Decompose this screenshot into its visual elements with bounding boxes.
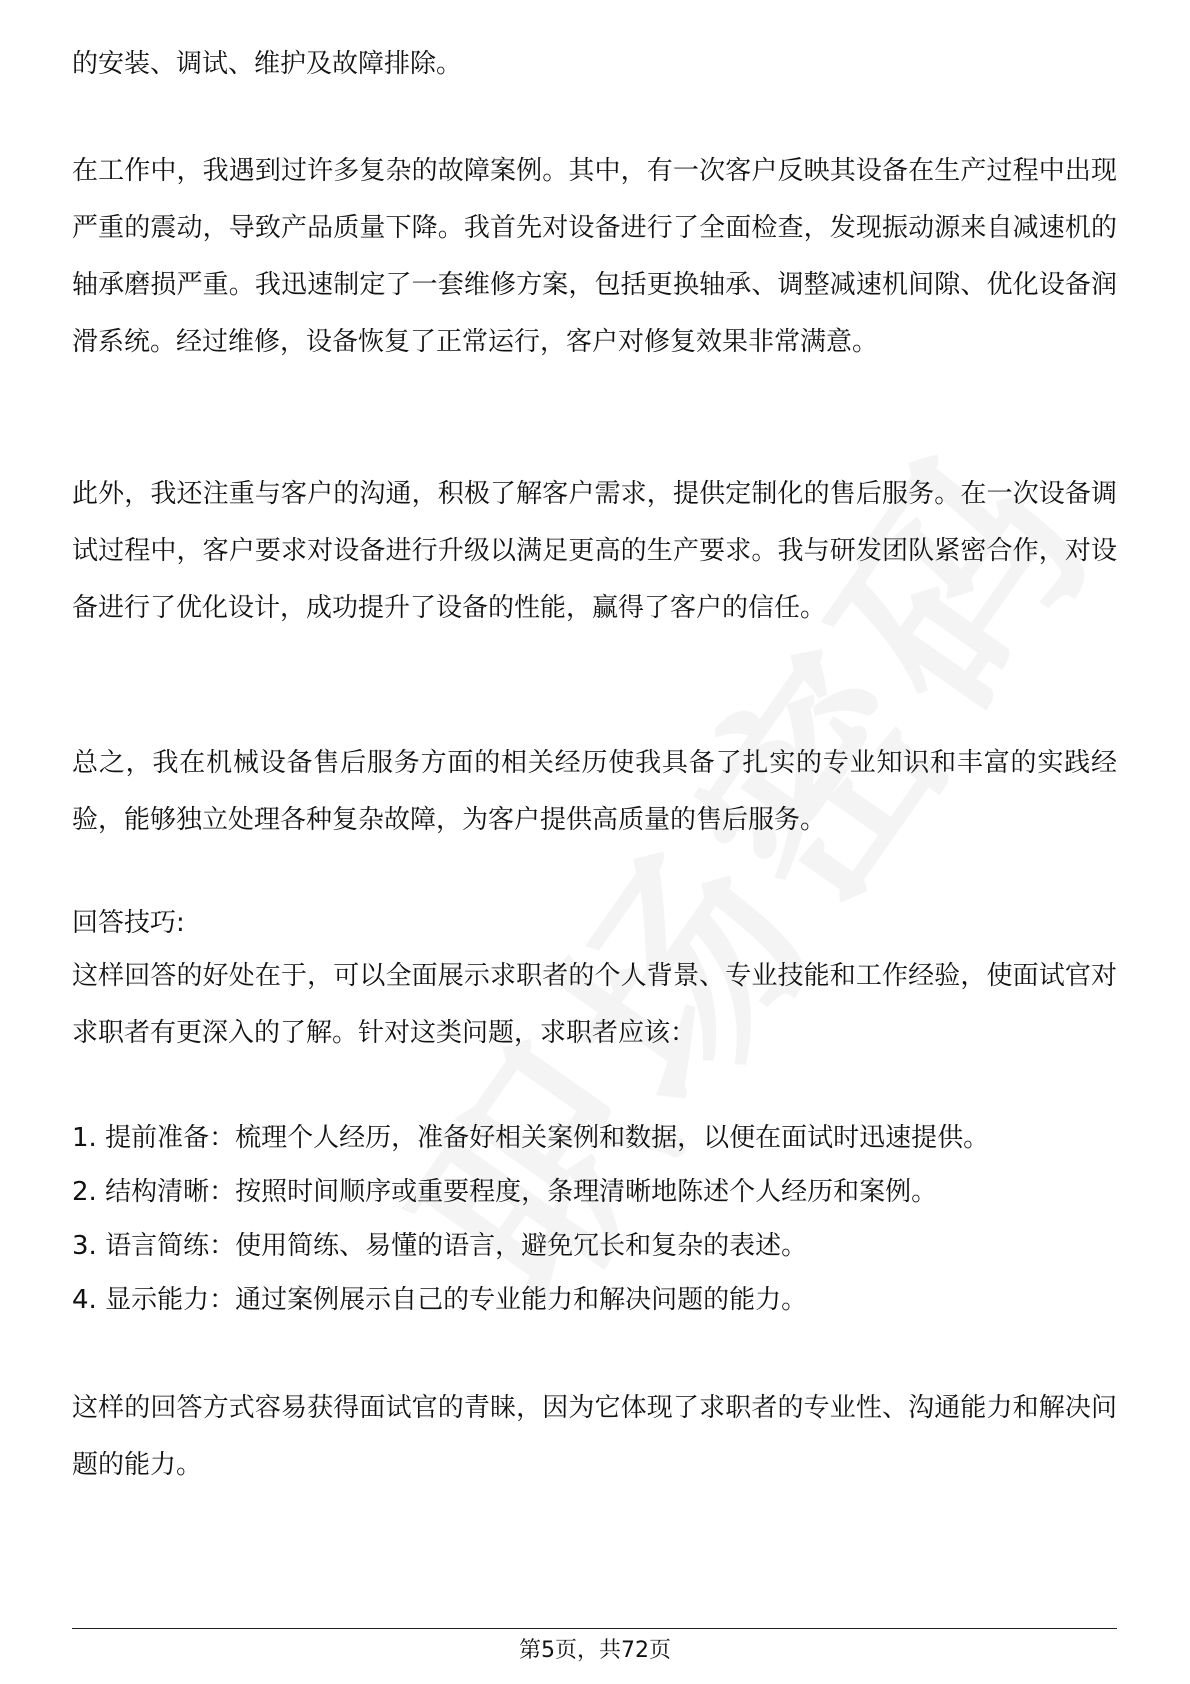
tips-heading: 回答技巧: — [72, 908, 185, 938]
paragraph-fault-case: 在工作中，我遇到过许多复杂的故障案例。其中，有一次客户反映其设备在生产过程中出现严重的震动，导致产品质量下降。我首先对设备进行了全面检查，发现振动源来自减速机的轴承磨损严重。我迅速制定了一套维修方案，包括更换轴承、调整减速机间隙、优化设备润滑系统。经过维修，设备恢复了正常运行，客户对修复效果非常满意。 — [72, 156, 1117, 357]
closing-paragraph: 这样的回答方式容易获得面试官的青睐，因为它体现了求职者的专业性、沟通能力和解决问题的能力。 — [72, 1393, 1117, 1480]
footer-divider — [72, 1628, 1117, 1629]
page-number: 第5页，共72页 — [519, 1638, 671, 1663]
paragraph-summary: 总之，我在机械设备售后服务方面的相关经历使我具备了扎实的专业知识和丰富的实践经验，能够独立处理各种复杂故障，为客户提供高质量的售后服务。 — [72, 748, 1117, 835]
paragraph-customer-communication: 此外，我还注重与客户的沟通，积极了解客户需求，提供定制化的售后服务。在一次设备调试过程中，客户要求对设备进行升级以满足更高的生产要求。我与研发团队紧密合作，对设备进行了优化设计，成功提升了设备的性能，赢得了客户的信任。 — [72, 479, 1117, 623]
paragraph-continuation: 的安装、调试、维护及故障排除。 — [72, 49, 463, 79]
tip-item-4: 4. 显示能力：通过案例展示自己的专业能力和解决问题的能力。 — [72, 1285, 808, 1315]
tip-item-2: 2. 结构清晰：按照时间顺序或重要程度，条理清晰地陈述个人经历和案例。 — [72, 1177, 938, 1207]
tip-item-1: 1. 提前准备：梳理个人经历，准备好相关案例和数据，以便在面试时迅速提供。 — [72, 1123, 990, 1153]
tip-item-3: 3. 语言简练：使用简练、易懂的语言，避免冗长和复杂的表述。 — [72, 1231, 808, 1261]
tips-intro: 这样回答的好处在于，可以全面展示求职者的个人背景、专业技能和工作经验，使面试官对求职者有更深入的了解。针对这类问题，求职者应该： — [72, 961, 1117, 1048]
